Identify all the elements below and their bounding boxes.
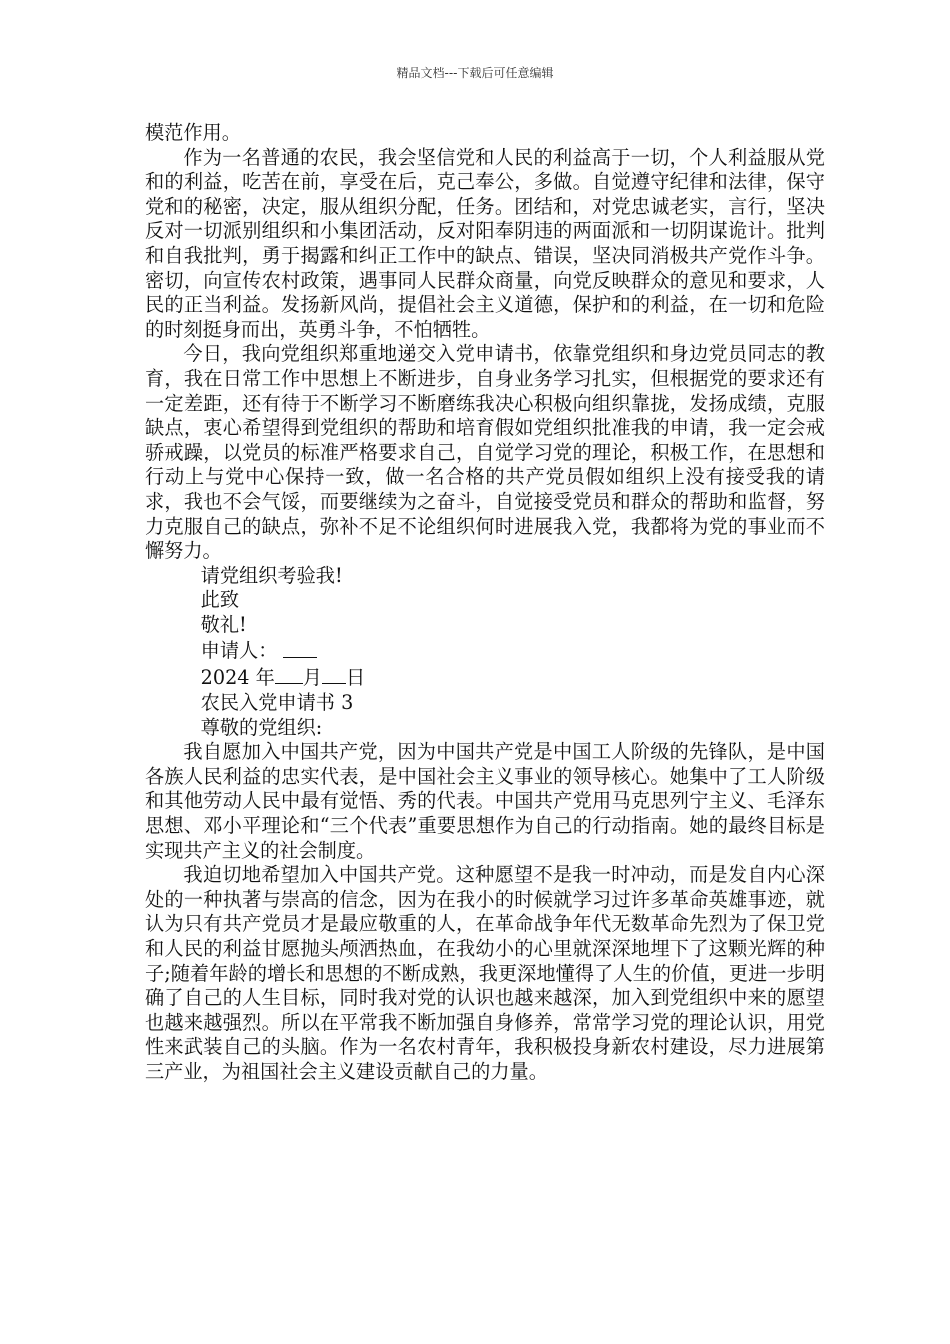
salutation: 尊敬的党组织: [200,715,323,739]
date-year: 2024 年 [200,666,275,690]
paragraph-aspiration: 我迫切地希望加入中国共产党。这种愿望不是我一时冲动，而是发自内心深处的一种执著与崇高的信念，因为在我小的时候就学习过许多革命英雄事迹，就认为只有共产党员才是最应敬重的人，在革命战争年代无数革命先烈为了保卫党和人民的利益甘愿抛头颅洒热血，在我幼小的心里就深深地埋下了这颗光辉的种子;随着年龄的增长和思想的不断成熟，我更深地懂得了人生的价值，更进一步明确了自己的人生目标，同时我对党的认识也越来越深，加入到党组织中来的愿望也越来越强烈。所以在平常我不断加强自身修养，常常学习党的理论认识，用党性来武装自己的头脑。作为一名农村青年，我积极投身新农村建设，尽力进展第三产业，为祖国社会主义建设贡献自己的力量。 [145,863,825,1083]
date-day: 日 [345,666,366,690]
date-month: 月 [302,666,322,690]
closing-line-test: 请党组织考验我! [200,563,343,587]
closing-line-jingli: 敬礼! [200,612,247,636]
applicant-line [145,637,825,664]
paragraph-continuation: 模范作用。 [145,121,241,144]
date-line [145,664,825,691]
month-blank [275,664,303,684]
paragraph-submission: 今日，我向党组织郑重地递交入党申请书，依靠党组织和身边党员同志的教育，我在日常工作中思想上不断进步，自身业务学习扎实，但根据党的要求还有一定差距，还有待于不断学习不断磨练我决心积极向组织靠拢，发扬成绩，克服缺点，衷心希望得到党组织的帮助和培育假如党组织批准我的申请，我一定会戒骄戒躁，以党员的标准严格要求自己，自觉学习党的理论，积极工作，在思想和行动上与党中心保持一致，做一名合格的共产党员假如组织上没有接受我的请求，我也不会气馁，而要继续为之奋斗，自觉接受党员和群众的帮助和监督，努力克服自己的缺点，弥补不足不论组织何时进展我入党，我都将为党的事业而不懈努力。 [145,342,825,563]
paragraph-party-intro: 我自愿加入中国共产党，因为中国共产党是中国工人阶级的先锋队，是中国各族人民利益的忠实代表，是中国社会主义事业的领导核心。她集中了工人阶级和其他劳动人民中最有觉悟、秀的代表。中国共产党用马克思列宁主义、毛泽东思想、邓小平理论和“三个代表”重要思想作为自己的行动指南。她的最终目标是实现共产主义的社会制度。 [145,740,825,862]
applicant-label: 申请人： [200,639,278,663]
day-blank [322,664,346,684]
page-header: 精品文档---下载后可任意编辑 [396,66,554,80]
paragraph-commitments: 作为一名普通的农民，我会坚信党和人民的利益高于一切，个人利益服从党和的利益，吃苦在前，享受在后，克己奉公，多做。自觉遵守纪律和法律，保守党和的秘密，决定，服从组织分配，任务。团结和，对党忠诚老实，言行，坚决反对一切派别组织和小集团活动，反对阳奉阴违的两面派和一切阴谋诡计。批判和自我批判，勇于揭露和纠正工作中的缺点、错误，坚决同消极共产党作斗争。密切，向宣传农村政策，遇事同人民群众商量，向党反映群众的意见和要求，人民的正当利益。发扬新风尚，提倡社会主义道德，保护和的利益，在一切和危险的时刻挺身而出，英勇斗争，不怕牺牲。 [145,145,825,341]
applicant-blank [283,637,317,657]
closing-line-zhizhi: 此致 [200,588,240,612]
section-title: 农民入党申请书 3 [200,691,354,715]
document-body [145,121,825,1085]
